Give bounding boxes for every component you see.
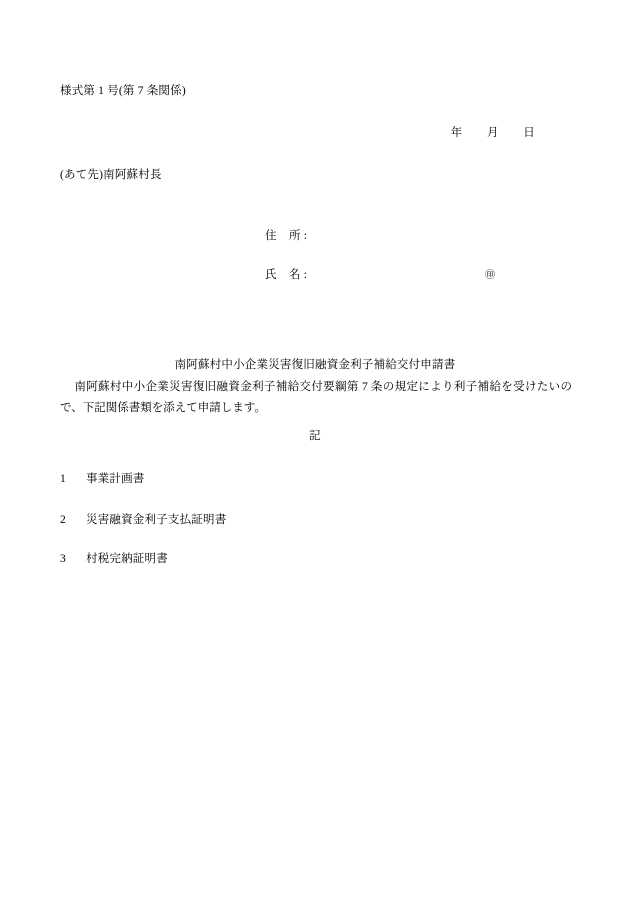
ki-heading: 記 [309, 430, 321, 442]
list-item-number: 1 [60, 473, 66, 485]
date-line: 年 月 日 [450, 127, 535, 139]
name-field-label: 氏 名 : [265, 269, 308, 281]
list-item-label: 事業計画書 [86, 473, 145, 485]
list-item-label: 村税完納証明書 [86, 553, 168, 565]
body-paragraph [60, 377, 572, 420]
page-title: 南阿蘇村中小企業災害復旧融資金利子補給交付申請書 [174, 359, 456, 371]
list-item-label: 災害融資金利子支払証明書 [86, 514, 227, 526]
seal-icon: ㊞ [485, 270, 495, 281]
addressee-line: (あて先)南阿蘇村長 [60, 169, 162, 181]
list-item-number: 3 [60, 553, 66, 565]
body-text: 南阿蘇村中小企業災害復旧融資金利子補給交付要綱第 7 条の規定により利子補給を受けたいので、下記関係書類を添えて申請します。 [60, 381, 572, 415]
list-item-number: 2 [60, 514, 66, 526]
list-item [60, 551, 168, 568]
list-item [60, 512, 226, 529]
list-item [60, 471, 145, 488]
form-number: 様式第 1 号(第 7 条関係) [60, 85, 186, 97]
address-field-label: 住 所 : [265, 230, 308, 242]
